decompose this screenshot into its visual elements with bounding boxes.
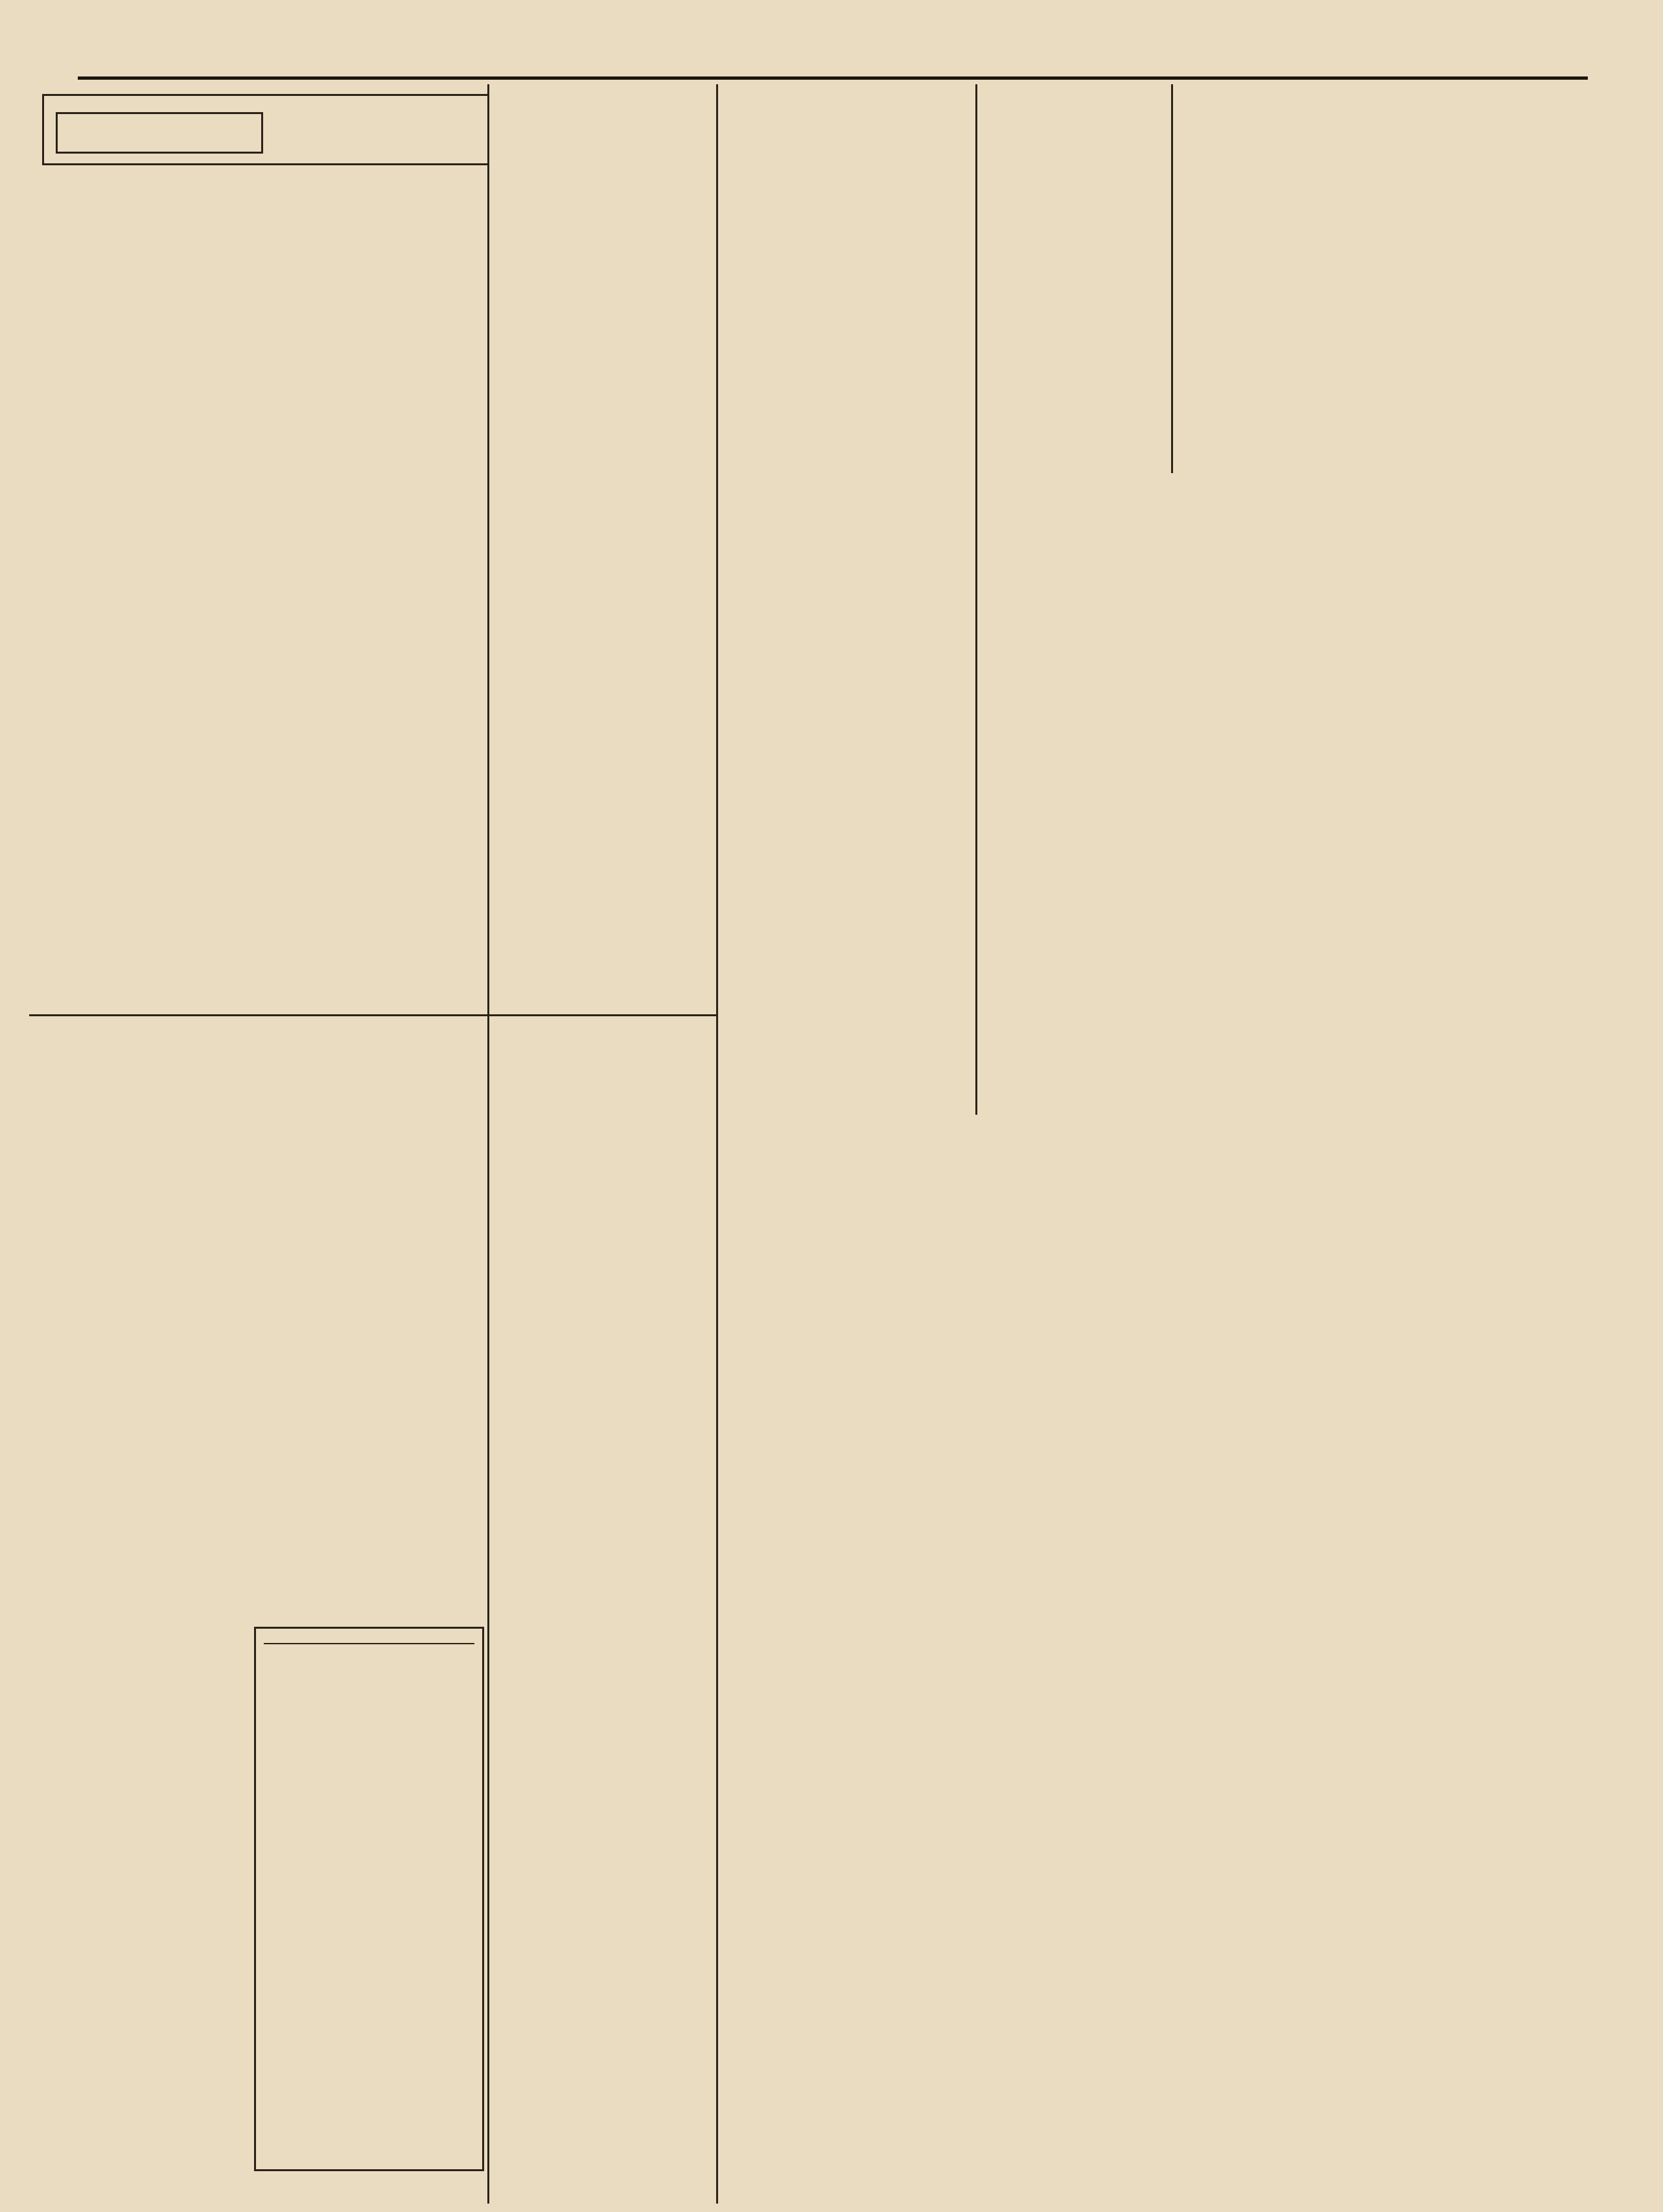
- masthead: [78, 38, 1588, 80]
- column-rule: [975, 84, 977, 1115]
- bodas-col1: [29, 285, 483, 1011]
- taxis-ad: [42, 94, 489, 165]
- mora-continued: [494, 1021, 713, 1465]
- section-rule: [29, 1014, 716, 1016]
- plaza-toros-article: [494, 91, 714, 402]
- column-rule: [1171, 84, 1173, 473]
- san-casiano-ad: [254, 1627, 484, 2171]
- aviso-importante-1: [494, 1471, 713, 1620]
- column-rule: [716, 84, 718, 2204]
- casiano-title: [264, 1636, 474, 1644]
- taxis-title: [56, 112, 263, 154]
